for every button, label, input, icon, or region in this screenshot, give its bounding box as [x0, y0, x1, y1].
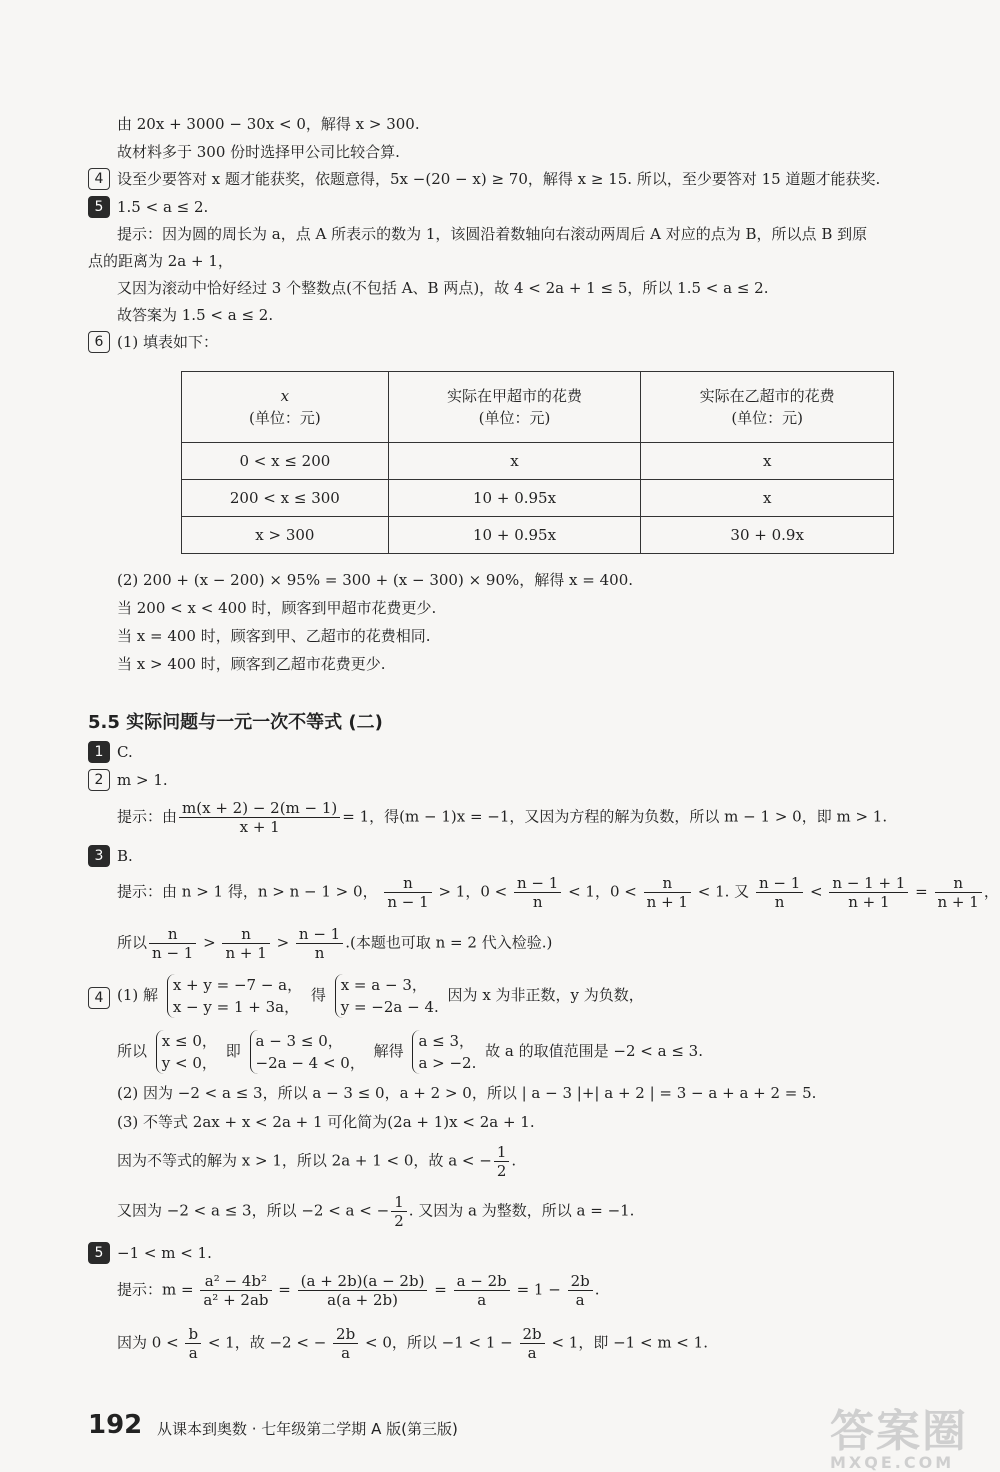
- denominator: n: [314, 944, 325, 962]
- text: 得: [310, 986, 326, 1004]
- watermark-text: MXQE.COM: [830, 1453, 955, 1472]
- denominator: n − 1: [387, 893, 429, 911]
- denominator: x + 1: [239, 818, 280, 836]
- numerator: n − 1: [756, 874, 803, 893]
- question-number: 2: [88, 769, 110, 791]
- text: < 1. 又: [697, 882, 750, 901]
- book-title: 从课本到奥数 · 七年级第二学期 A 版(第三版): [157, 1420, 458, 1438]
- text: = 1 −: [516, 1280, 561, 1299]
- hint-line: 点的距离为 2a + 1，: [88, 252, 233, 270]
- text: . 又因为 a 为整数，所以 a = −1.: [408, 1201, 635, 1220]
- numerator: 2b: [520, 1325, 545, 1344]
- numerator: 1: [494, 1143, 510, 1162]
- fraction: [391, 1193, 407, 1230]
- fraction: [935, 874, 982, 911]
- numerator: 2b: [333, 1325, 358, 1344]
- question-number: 6: [88, 331, 110, 353]
- text: =: [915, 882, 928, 901]
- denominator: 2: [394, 1212, 404, 1230]
- table-cell: 200 < x ≤ 300: [182, 480, 389, 517]
- equation: x = a − 3，: [340, 976, 427, 994]
- numerator: b: [185, 1325, 201, 1344]
- text: 因为 0 <: [117, 1333, 179, 1352]
- text: ，: [983, 882, 999, 901]
- table-header-cell: [182, 372, 389, 443]
- text: (1) 解: [117, 986, 159, 1004]
- numerator: n − 1: [514, 874, 561, 893]
- numerator: 2b: [568, 1272, 593, 1291]
- numerator: m(x + 2) − 2(m − 1): [179, 799, 340, 818]
- text: 提示：由 n > 1 得，n > n − 1 > 0，: [117, 882, 378, 901]
- solution-line: 由 20x + 3000 − 30x < 0，解得 x > 300.: [117, 115, 420, 133]
- fraction: [149, 925, 196, 962]
- header-text: (单位：元): [731, 409, 804, 427]
- answer-line: C.: [117, 743, 133, 761]
- fraction: [520, 1325, 545, 1362]
- question-number-highlighted: 3: [88, 845, 110, 867]
- answer-line: 1.5 < a ≤ 2.: [117, 198, 209, 216]
- fraction: [384, 874, 431, 911]
- table-cell: x: [641, 480, 894, 517]
- solution-line: [117, 1193, 634, 1230]
- fraction: [454, 1272, 510, 1309]
- denominator: a(a + 2b): [327, 1291, 398, 1309]
- solution-line: [117, 1143, 516, 1180]
- table-row: [182, 443, 894, 480]
- solution-line: (1) 填表如下：: [117, 333, 219, 351]
- numerator: n − 1: [296, 925, 343, 944]
- equation: y = −2a − 4.: [340, 998, 439, 1016]
- fraction: [200, 1272, 271, 1309]
- denominator: n − 1: [152, 944, 194, 962]
- table-cell: x: [388, 443, 641, 480]
- watermark: [830, 1395, 990, 1472]
- table-cell: 30 + 0.9x: [641, 517, 894, 554]
- answer-line: −1 < m < 1.: [117, 1244, 212, 1262]
- fraction: [568, 1272, 593, 1309]
- inequality-system: [156, 1030, 217, 1074]
- cost-table: [181, 371, 894, 554]
- table-cell: x: [641, 443, 894, 480]
- fraction: [494, 1143, 510, 1180]
- table-header-cell: [641, 372, 894, 443]
- table-header-row: [182, 372, 894, 443]
- solution-line: (3) 不等式 2ax + x < 2a + 1 可化简为(2a + 1)x < 2a + 1.: [117, 1113, 535, 1131]
- numerator: (a + 2b)(a − 2b): [298, 1272, 428, 1291]
- table-cell: 10 + 0.95x: [388, 517, 641, 554]
- equation-system: [335, 974, 439, 1018]
- answer-line: B.: [117, 847, 133, 865]
- text: >: [276, 933, 290, 952]
- denominator: n: [532, 893, 543, 911]
- page-number: 192: [88, 1410, 143, 1440]
- header-text: 实际在乙超市的花费: [699, 387, 835, 405]
- denominator: a: [341, 1344, 351, 1362]
- denominator: n: [774, 893, 785, 911]
- text: < 0，所以 −1 < 1 −: [364, 1333, 513, 1352]
- solution-line: [117, 974, 644, 1018]
- inequality-system: [250, 1030, 365, 1074]
- text: 因为 x 为非正数，y 为负数，: [447, 986, 644, 1004]
- fraction: [514, 874, 561, 911]
- header-text: x: [280, 387, 290, 405]
- header-text: (单位：元): [249, 409, 321, 427]
- text: =: [434, 1280, 447, 1299]
- text: =: [278, 1280, 291, 1299]
- denominator: a² + 2ab: [203, 1291, 269, 1309]
- numerator: n: [384, 874, 431, 893]
- fraction: [298, 1272, 428, 1309]
- text: 提示：由: [117, 807, 178, 826]
- fraction: [756, 874, 803, 911]
- inequality: −2a − 4 < 0，: [255, 1054, 365, 1072]
- hint-line: [117, 925, 552, 962]
- question-number-highlighted: 1: [88, 741, 110, 763]
- fraction: [185, 1325, 201, 1362]
- inequality: a − 3 ≤ 0，: [255, 1032, 343, 1050]
- question-number-highlighted: 5: [88, 1242, 110, 1264]
- solution-line: 故材料多于 300 份时选择甲公司比较合算.: [117, 143, 400, 161]
- table-cell: 0 < x ≤ 200: [182, 443, 389, 480]
- text: 所以: [117, 1042, 148, 1060]
- numerator: n: [222, 925, 269, 944]
- section-heading: 5.5 实际问题与一元一次不等式 (二): [88, 712, 383, 733]
- denominator: a: [188, 1344, 198, 1362]
- fraction: [296, 925, 343, 962]
- table-row: [182, 480, 894, 517]
- table-cell: 10 + 0.95x: [388, 480, 641, 517]
- denominator: n + 1: [937, 893, 979, 911]
- numerator: a − 2b: [454, 1272, 510, 1291]
- denominator: a: [575, 1291, 585, 1309]
- header-text: 实际在甲超市的花费: [447, 387, 583, 405]
- equation: x + y = −7 − a，: [172, 976, 303, 994]
- text: .(本题也可取 n = 2 代入检验.): [345, 933, 553, 952]
- fraction: [644, 874, 691, 911]
- question-number-highlighted: 5: [88, 196, 110, 218]
- text: 提示：m =: [117, 1280, 194, 1299]
- text: < 1，0 <: [568, 882, 637, 901]
- solution-line: (2) 200 + (x − 200) × 95% = 300 + (x − 300) × 90%，解得 x = 400.: [117, 571, 634, 589]
- hint-line: 又因为滚动中恰好经过 3 个整数点(不包括 A、B 两点)，故 4 < 2a + 1 ≤ 5，所以 1.5 < a ≤ 2.: [117, 279, 769, 297]
- inequality: a > −2.: [418, 1054, 477, 1072]
- text: .: [511, 1151, 517, 1170]
- inequality-system: [412, 1030, 476, 1074]
- denominator: 2: [496, 1162, 507, 1180]
- solution-line: 设至少要答对 x 题才能获奖，依题意得，5x −(20 − x) ≥ 70，解得 x ≥ 15. 所以，至少要答对 15 道题才能获奖.: [117, 170, 881, 188]
- hint-line: 提示：因为圆的周长为 a，点 A 所表示的数为 1，该圆沿着数轴向右滚动两周后 A 对应的点为 B，所以点 B 到原: [117, 225, 868, 243]
- fraction: [829, 874, 908, 911]
- fraction: [179, 799, 340, 836]
- hint-line: 故答案为 1.5 < a ≤ 2.: [117, 306, 274, 324]
- table-cell: x > 300: [182, 517, 389, 554]
- numerator: n: [149, 925, 196, 944]
- hint-line: [117, 1272, 600, 1309]
- table-header-cell: [388, 372, 641, 443]
- watermark-text: 答案圈: [830, 1406, 968, 1457]
- numerator: a² − 4b²: [200, 1272, 271, 1291]
- denominator: n + 1: [225, 944, 267, 962]
- inequality: y < 0，: [161, 1054, 217, 1072]
- denominator: n + 1: [646, 893, 688, 911]
- question-number: 4: [88, 987, 110, 1009]
- text: 因为不等式的解为 x > 1，所以 2a + 1 < 0，故 a < −: [117, 1151, 492, 1170]
- text: = 1，得(m − 1)x = −1，又因为方程的解为负数，所以 m − 1 > 0，即 m > 1.: [342, 807, 888, 826]
- inequality: x ≤ 0，: [161, 1032, 217, 1050]
- table-row: [182, 517, 894, 554]
- fraction: [333, 1325, 358, 1362]
- solution-line: [117, 1030, 703, 1074]
- numerator: n: [935, 874, 982, 893]
- equation-system: [167, 974, 302, 1018]
- question-number: 4: [88, 168, 110, 190]
- fraction: [222, 925, 269, 962]
- denominator: a: [477, 1291, 487, 1309]
- text: >: [203, 933, 216, 952]
- text: 又因为 −2 < a ≤ 3，所以 −2 < a < −: [117, 1201, 390, 1220]
- solution-line: 当 x > 400 时，顾客到乙超市花费更少.: [117, 655, 386, 673]
- answer-line: m > 1.: [117, 771, 168, 789]
- text: 所以: [117, 933, 148, 952]
- denominator: n + 1: [848, 893, 890, 911]
- hint-line: [117, 1325, 708, 1362]
- numerator: 1: [391, 1193, 407, 1212]
- text: < 1，故 −2 < −: [207, 1333, 327, 1352]
- hint-line: [117, 874, 999, 911]
- inequality: a ≤ 3，: [418, 1032, 475, 1050]
- text: 解得: [373, 1042, 404, 1060]
- text: .: [594, 1280, 600, 1299]
- numerator: n: [644, 874, 691, 893]
- header-text: (单位：元): [478, 409, 551, 427]
- text: <: [810, 882, 823, 901]
- text: < 1，即 −1 < m < 1.: [551, 1333, 708, 1352]
- solution-line: 当 x = 400 时，顾客到甲、乙超市的花费相同.: [117, 627, 431, 645]
- solution-line: (2) 因为 −2 < a ≤ 3，所以 a − 3 ≤ 0，a + 2 > 0，所以 | a − 3 |+| a + 2 | = 3 − a + a + 2 = 5.: [117, 1084, 817, 1102]
- text: 即: [225, 1042, 241, 1060]
- numerator: n − 1 + 1: [829, 874, 908, 893]
- hint-line: [117, 799, 887, 836]
- equation: x − y = 1 + 3a，: [172, 998, 300, 1016]
- denominator: a: [527, 1344, 537, 1362]
- solution-line: 当 200 < x < 400 时，顾客到甲超市花费更少.: [117, 599, 437, 617]
- text: > 1，0 <: [438, 882, 508, 901]
- text: 故 a 的取值范围是 −2 < a ≤ 3.: [485, 1042, 703, 1060]
